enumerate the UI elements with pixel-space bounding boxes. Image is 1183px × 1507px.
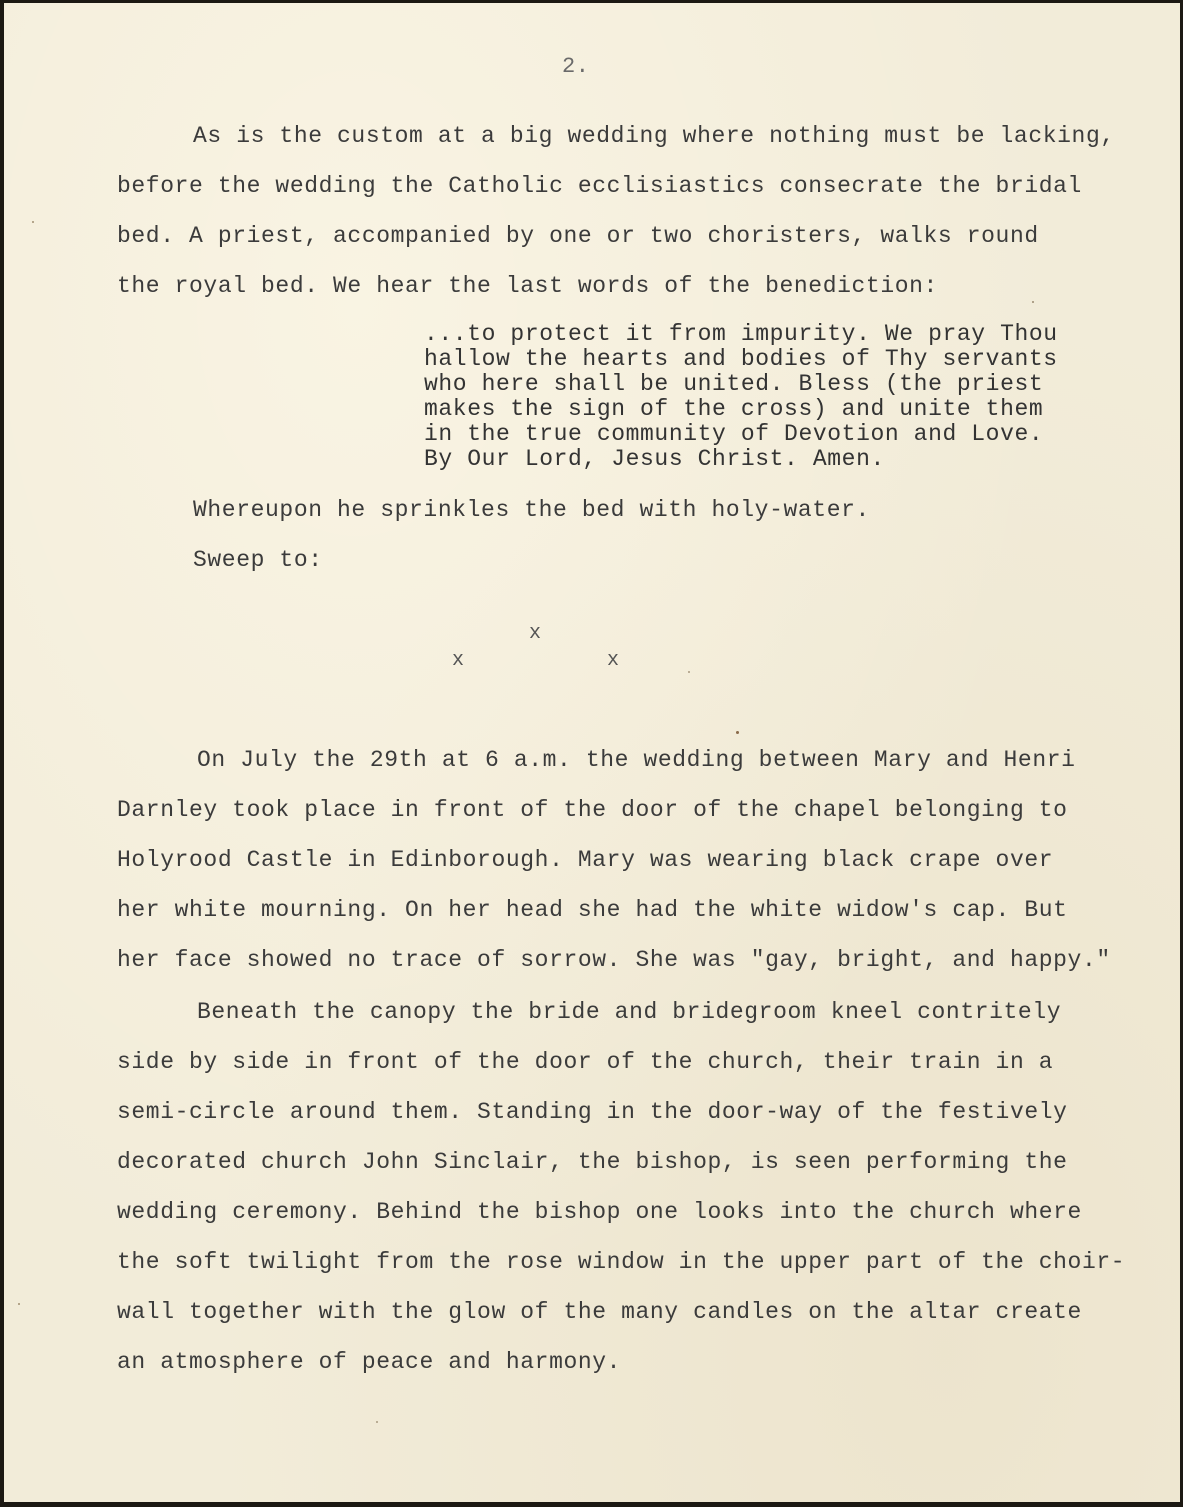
paragraph-3-line-6: the soft twilight from the rose window in the upper part of the choir- <box>117 1249 1126 1275</box>
paragraph-2-line-1: On July the 29th at 6 a.m. the wedding between Mary and Henri <box>197 747 1076 773</box>
paragraph-2-line-3: Holyrood Castle in Edinborough. Mary was wearing black crape over <box>117 847 1054 873</box>
paragraph-2-line-2: Darnley took place in front of the door of the chapel belonging to <box>117 797 1068 823</box>
paper-speck <box>376 1421 378 1423</box>
benediction-line-4: makes the sign of the cross) and unite them <box>424 396 1044 422</box>
section-break-mark-left: x <box>452 649 465 672</box>
paragraph-3-line-8: an atmosphere of peace and harmony. <box>117 1349 622 1375</box>
paragraph-3-line-7: wall together with the glow of the many candles on the altar create <box>117 1299 1082 1325</box>
paragraph-3-line-4: decorated church John Sinclair, the bishop, is seen performing the <box>117 1149 1068 1175</box>
benediction-line-6: By Our Lord, Jesus Christ. Amen. <box>424 446 885 472</box>
page-number: 2. <box>562 54 590 79</box>
paper-speck <box>688 671 690 673</box>
paragraph-1-line-1: As is the custom at a big wedding where nothing must be lacking, <box>193 123 1115 149</box>
paragraph-1-line-3: bed. A priest, accompanied by one or two choristers, walks round <box>117 223 1039 249</box>
paper-speck <box>736 731 739 734</box>
paragraph-3-line-5: wedding ceremony. Behind the bishop one looks into the church where <box>117 1199 1082 1225</box>
paragraph-2-line-4: her white mourning. On her head she had the white widow's cap. But <box>117 897 1068 923</box>
paper-speck <box>1032 301 1034 303</box>
paper-speck <box>18 1303 20 1305</box>
benediction-line-3: who here shall be united. Bless (the priest <box>424 371 1044 397</box>
section-break-mark-right: x <box>607 649 620 672</box>
paragraph-1-line-2: before the wedding the Catholic ecclisiastics consecrate the bridal <box>117 173 1082 199</box>
paragraph-3-line-2: side by side in front of the door of the church, their train in a <box>117 1049 1054 1075</box>
benediction-line-1: ...to protect it from impurity. We pray Thou <box>424 321 1058 347</box>
typewritten-page <box>4 3 1180 1502</box>
after-benediction-line: Whereupon he sprinkles the bed with holy-water. <box>193 497 870 523</box>
paper-speck <box>32 221 34 223</box>
section-break-mark-top: x <box>529 622 542 645</box>
paragraph-3-line-3: semi-circle around them. Standing in the door-way of the festively <box>117 1099 1068 1125</box>
paragraph-3-line-1: Beneath the canopy the bride and bridegroom kneel contritely <box>197 999 1062 1025</box>
benediction-line-2: hallow the hearts and bodies of Thy servants <box>424 346 1058 372</box>
benediction-line-5: in the true community of Devotion and Love. <box>424 421 1044 447</box>
paragraph-1-line-4: the royal bed. We hear the last words of the benediction: <box>117 273 938 299</box>
paragraph-2-line-5: her face showed no trace of sorrow. She was "gay, bright, and happy." <box>117 947 1111 973</box>
sweep-direction: Sweep to: <box>193 547 323 573</box>
